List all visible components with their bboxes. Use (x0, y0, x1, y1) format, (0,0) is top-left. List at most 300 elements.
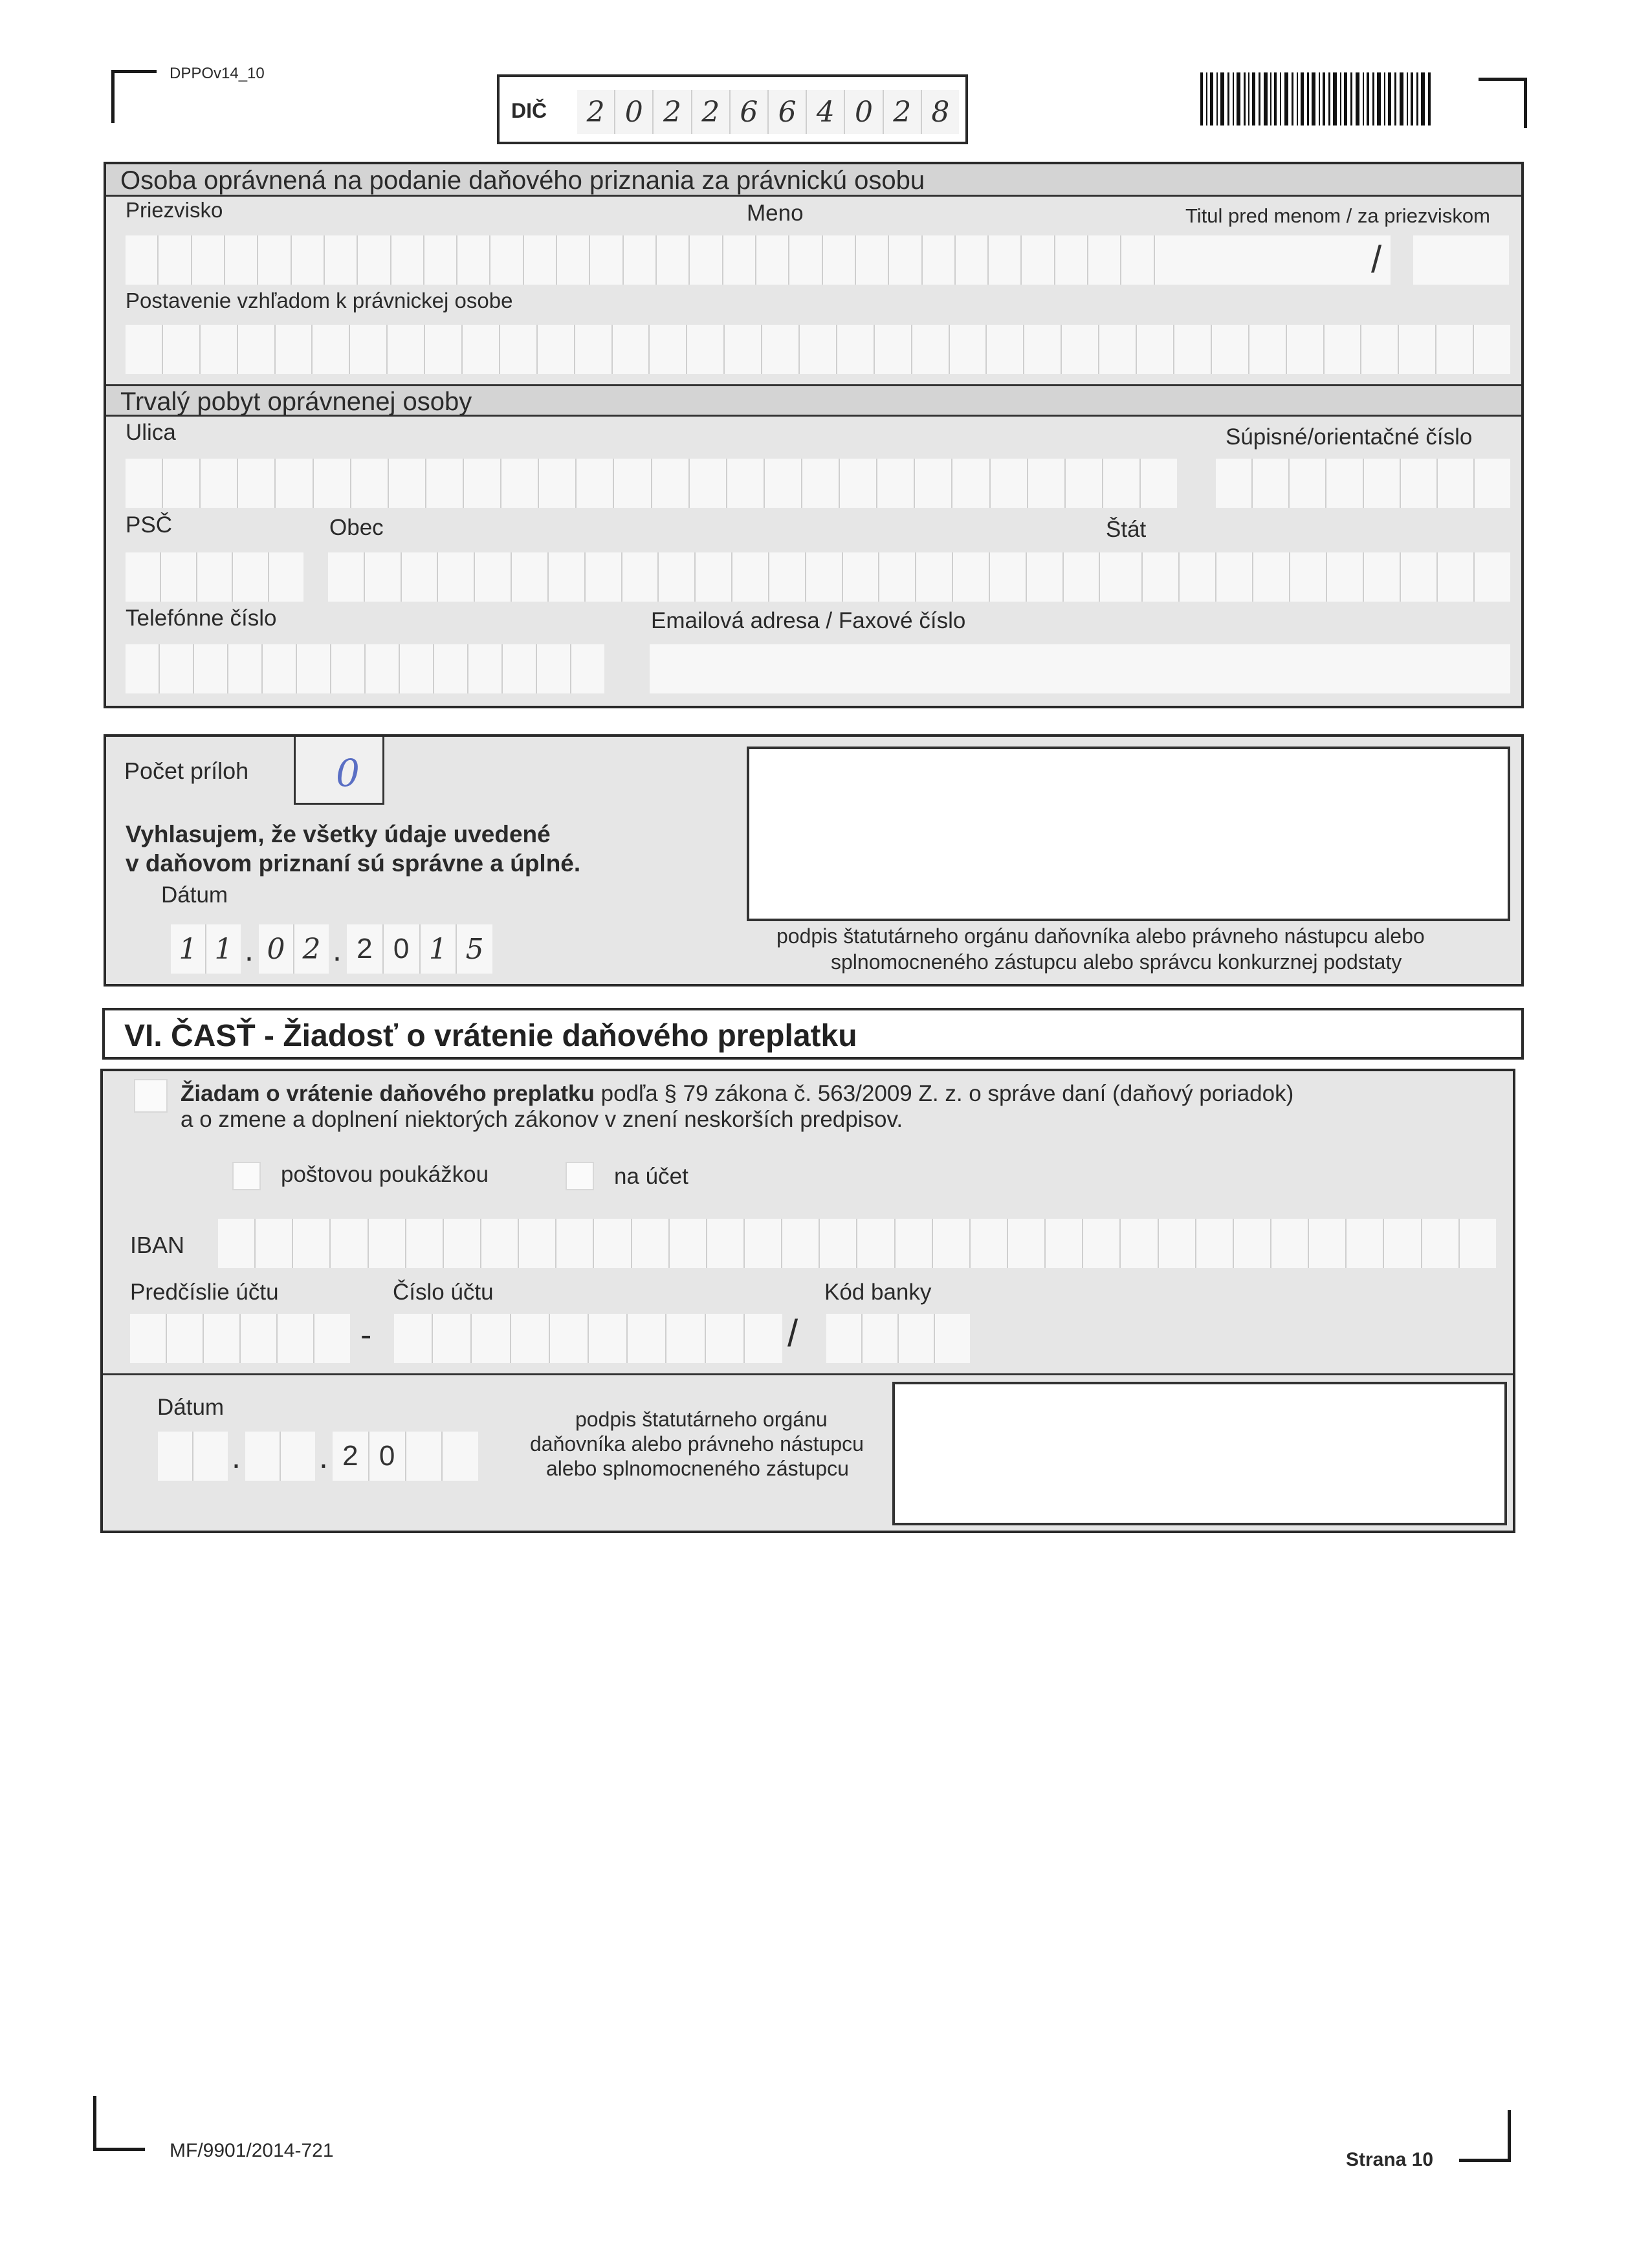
postal-order-label: poštovou poukážkou (281, 1162, 489, 1187)
char-cell (1022, 235, 1055, 285)
position-label: Postavenie vzhľadom k právnickej osobe (126, 289, 513, 312)
psc-field[interactable] (126, 552, 303, 602)
char-cell (1290, 552, 1327, 602)
char-cell (1121, 235, 1154, 285)
refund-date-day[interactable] (158, 1432, 228, 1481)
char-cell (952, 459, 990, 508)
char-cell (228, 644, 263, 693)
char-cell (1174, 325, 1212, 374)
char-cell (837, 325, 875, 374)
house-number-label: Súpisné/orientačné číslo (1226, 424, 1473, 450)
char-cell (194, 644, 228, 693)
char-cell (278, 1314, 314, 1363)
attachments-value: 0 (336, 751, 360, 795)
char-cell (1361, 325, 1399, 374)
char-cell (389, 459, 426, 508)
title-separator: / (1371, 239, 1382, 281)
char-cell (690, 459, 727, 508)
address-section-header (106, 384, 1521, 417)
char-cell (1212, 325, 1249, 374)
corner-mark-top-right-h (1479, 78, 1527, 81)
char-cell (956, 235, 989, 285)
date-digit: 0 (259, 924, 294, 974)
char-cell (556, 1219, 594, 1268)
char-cell (1327, 552, 1364, 602)
surname-label: Priezvisko (126, 198, 223, 222)
char-cell (256, 1219, 293, 1268)
char-cell (328, 552, 365, 602)
person-section-title: Osoba oprávnená na podanie daňového priznania za právnickú osobu (120, 166, 925, 195)
char-cell (706, 1314, 745, 1363)
char-cell (281, 1432, 315, 1481)
char-cell (590, 235, 623, 285)
account-slash: / (787, 1313, 798, 1355)
date-digit: 1 (214, 932, 233, 966)
char-cell (524, 235, 557, 285)
refund-date-year[interactable] (333, 1432, 478, 1481)
char-cell (126, 644, 160, 693)
char-cell (857, 1219, 895, 1268)
date-digit: 5 (465, 932, 484, 966)
iban-label: IBAN (130, 1232, 185, 1258)
refund-signature-line-3: alebo splnomocneného zástupcu (546, 1457, 849, 1480)
dic-digit: 6 (731, 90, 769, 134)
char-cell (1326, 459, 1363, 508)
char-cell (158, 1432, 193, 1481)
char-cell (464, 459, 501, 508)
name-label: Meno (747, 201, 804, 226)
char-cell (161, 552, 197, 602)
char-cell (160, 644, 194, 693)
char-cell (434, 644, 468, 693)
char-cell (167, 1314, 204, 1363)
declaration-date-day[interactable] (171, 924, 241, 974)
page-number: Strana 10 (1346, 2149, 1434, 2170)
char-cell (666, 1314, 705, 1363)
position-field[interactable] (126, 325, 1510, 374)
char-cell (1103, 459, 1141, 508)
char-cell (594, 1219, 632, 1268)
char-cell (659, 552, 696, 602)
char-cell (193, 1432, 228, 1481)
char-cell (806, 552, 843, 602)
char-cell (1249, 325, 1287, 374)
phone-label: Telefónne číslo (126, 605, 277, 631)
char-cell (1064, 552, 1101, 602)
char-cell (391, 235, 424, 285)
char-cell (1180, 552, 1216, 602)
char-cell (331, 644, 366, 693)
char-cell (1121, 1219, 1158, 1268)
street-label: Ulica (126, 420, 176, 445)
char-cell (879, 552, 916, 602)
char-cell (426, 459, 464, 508)
char-cell (1024, 325, 1062, 374)
date-dot: . (319, 1439, 328, 1475)
char-cell (1253, 552, 1290, 602)
refund-signature-box[interactable] (892, 1382, 1507, 1525)
char-cell (314, 459, 351, 508)
char-cell (745, 1314, 782, 1363)
char-cell (351, 459, 389, 508)
state-label: Štát (1106, 517, 1147, 542)
refund-request-line-2: a o zmene a doplnení niektorých zákonov v znení neskorších predpisov. (181, 1107, 903, 1132)
char-cell (538, 325, 575, 374)
char-cell (1460, 1219, 1496, 1268)
char-cell (475, 552, 512, 602)
char-cell (765, 459, 802, 508)
char-cell (762, 325, 800, 374)
char-cell (1438, 552, 1475, 602)
char-cell (500, 325, 538, 374)
char-cell (197, 552, 233, 602)
char-cell (915, 459, 952, 508)
date-digit: 0 (384, 924, 421, 974)
char-cell (896, 1219, 933, 1268)
char-cell (1422, 1219, 1460, 1268)
char-cell (218, 1219, 256, 1268)
refund-divider (103, 1373, 1513, 1375)
char-cell (163, 325, 201, 374)
char-cell (1475, 552, 1510, 602)
person-section-header (106, 164, 1521, 197)
char-cell (258, 235, 291, 285)
declaration-date-month[interactable] (259, 924, 329, 974)
corner-mark-bottom-left-v (93, 2096, 96, 2151)
char-cell (201, 325, 238, 374)
char-cell (297, 644, 331, 693)
char-cell (394, 1314, 433, 1363)
corner-mark-bottom-right-h (1459, 2159, 1511, 2162)
char-cell (1271, 1219, 1309, 1268)
char-cell (539, 459, 577, 508)
date-digit: 1 (171, 924, 206, 974)
corner-mark-top-left-v (111, 70, 115, 123)
refund-request-rest: podľa § 79 zákona č. 563/2009 Z. z. o správe daní (daňový poriadok) (594, 1081, 1294, 1106)
char-cell (1401, 552, 1438, 602)
char-cell (163, 459, 201, 508)
dic-digit: 2 (884, 90, 922, 134)
char-cell (1196, 1219, 1234, 1268)
char-cell (130, 1314, 167, 1363)
char-cell (276, 459, 313, 508)
char-cell (358, 235, 391, 285)
form-code: DPPOv14_10 (170, 65, 265, 82)
char-cell (511, 1314, 550, 1363)
char-cell (589, 1314, 628, 1363)
barcode (1200, 72, 1433, 125)
char-cell (1159, 1219, 1196, 1268)
surname-name-field[interactable] (126, 235, 1187, 285)
dic-field[interactable] (577, 90, 959, 134)
date-digit: 2 (302, 932, 321, 966)
dic-digit: 4 (807, 90, 845, 134)
char-cell (1384, 1219, 1422, 1268)
char-cell (1088, 235, 1121, 285)
declaration-line-1: Vyhlasujem, že všetky údaje uvedené (126, 821, 551, 847)
char-cell (325, 235, 358, 285)
char-cell (1099, 325, 1137, 374)
char-cell (723, 235, 756, 285)
declaration-date-year[interactable] (347, 924, 492, 974)
attachments-box[interactable] (294, 737, 384, 805)
address-section-title: Trvalý pobyt oprávnenej osoby (120, 387, 472, 416)
char-cell (468, 644, 503, 693)
refund-title-bar (102, 1008, 1524, 1060)
bank-account-label: na účet (614, 1164, 688, 1189)
char-cell (537, 644, 571, 693)
char-cell (863, 1314, 899, 1363)
char-cell (1137, 325, 1174, 374)
char-cell (424, 235, 457, 285)
char-cell (1475, 459, 1510, 508)
char-cell (1106, 552, 1143, 602)
char-cell (690, 235, 723, 285)
char-cell (577, 459, 614, 508)
char-cell (293, 1219, 331, 1268)
char-cell (406, 1219, 444, 1268)
char-cell (1216, 552, 1253, 602)
char-cell (820, 1219, 857, 1268)
date-dot: . (333, 932, 342, 968)
char-cell (1401, 459, 1438, 508)
dic-digit: 0 (845, 90, 883, 134)
date-dot: . (245, 932, 254, 968)
dic-box (497, 74, 968, 144)
char-cell (571, 644, 604, 693)
char-cell (1436, 325, 1474, 374)
char-cell (840, 459, 877, 508)
char-cell (1027, 552, 1064, 602)
account-number-label: Číslo účtu (393, 1280, 494, 1305)
char-cell (953, 552, 990, 602)
street-field[interactable] (126, 459, 1177, 508)
char-cell (826, 1314, 863, 1363)
char-cell (1290, 459, 1326, 508)
char-cell (732, 552, 769, 602)
char-cell (586, 552, 622, 602)
title-label: Titul pred menom / za priezviskom (1185, 204, 1490, 227)
refund-request-bold: Žiadam o vrátenie daňového preplatku (181, 1081, 595, 1106)
char-cell (263, 644, 297, 693)
date-digit: 1 (421, 924, 457, 974)
char-cell (889, 235, 922, 285)
char-cell (126, 235, 159, 285)
char-cell (800, 325, 837, 374)
char-cell (490, 235, 523, 285)
person-panel (104, 162, 1524, 708)
char-cell (1364, 459, 1401, 508)
char-cell (1325, 325, 1362, 374)
declaration-panel (104, 734, 1524, 987)
corner-mark-top-left-h (111, 70, 157, 73)
char-cell (843, 552, 880, 602)
email-field[interactable] (650, 644, 1510, 693)
char-cell (875, 325, 912, 374)
refund-panel (100, 1069, 1515, 1533)
char-cell (314, 1314, 350, 1363)
form-number: MF/9901/2014-721 (170, 2140, 334, 2161)
account-dash: - (360, 1316, 372, 1354)
char-cell (519, 1219, 556, 1268)
char-cell (159, 235, 192, 285)
char-cell (292, 235, 325, 285)
char-cell (933, 1219, 971, 1268)
title-before-field[interactable] (1183, 235, 1391, 285)
char-cell (614, 459, 652, 508)
char-cell (622, 552, 659, 602)
char-cell (238, 325, 276, 374)
refund-request-checkbox[interactable] (134, 1079, 168, 1113)
bank-code-label: Kód banky (824, 1280, 932, 1305)
char-cell (233, 552, 269, 602)
char-cell (707, 1219, 745, 1268)
char-cell (575, 325, 613, 374)
char-cell (756, 235, 789, 285)
account-number-field[interactable] (394, 1314, 782, 1363)
char-cell (923, 235, 956, 285)
refund-date-label: Dátum (157, 1395, 225, 1420)
char-cell (1474, 325, 1510, 374)
char-cell (1028, 459, 1066, 508)
char-cell (366, 644, 400, 693)
char-cell (238, 459, 276, 508)
postal-order-checkbox[interactable] (232, 1162, 261, 1190)
char-cell (823, 235, 856, 285)
char-cell (789, 235, 822, 285)
char-cell (481, 1219, 519, 1268)
date-dot: . (232, 1439, 241, 1475)
char-cell (126, 325, 163, 374)
char-cell (201, 459, 238, 508)
char-cell (444, 1219, 481, 1268)
char-cell (916, 552, 953, 602)
char-cell (549, 552, 586, 602)
signature-caption-line-1: podpis štatutárneho orgánu daňovníka alebo právneho nástupcu alebo (776, 924, 1425, 948)
dic-digit: 8 (931, 95, 950, 129)
bank-code-field[interactable] (826, 1314, 970, 1363)
char-cell (1347, 1219, 1384, 1268)
char-cell (613, 325, 650, 374)
char-cell (1155, 235, 1187, 285)
refund-request-line-1 (181, 1081, 1293, 1107)
declaration-line-2: v daňovom priznaní sú správne a úplné. (126, 850, 581, 877)
char-cell (406, 1432, 443, 1481)
char-cell (225, 235, 258, 285)
refund-date-month[interactable] (245, 1432, 315, 1481)
char-cell (1008, 1219, 1046, 1268)
char-cell (369, 1219, 406, 1268)
char-cell (1399, 325, 1436, 374)
char-cell (126, 552, 161, 602)
corner-mark-bottom-left-h (93, 2148, 145, 2151)
date-digit: 0 (369, 1432, 406, 1481)
char-cell (991, 459, 1028, 508)
char-cell (241, 1314, 278, 1363)
dic-label: DIČ (511, 99, 547, 122)
city-label: Obec (329, 515, 384, 540)
refund-signature-line-2: daňovníka alebo právneho nástupcu (530, 1432, 864, 1456)
char-cell (1083, 1219, 1121, 1268)
house-number-field[interactable] (1216, 459, 1510, 508)
state-field[interactable] (1106, 552, 1510, 602)
iban-field[interactable] (218, 1219, 1496, 1268)
char-cell (512, 552, 549, 602)
char-cell (425, 325, 463, 374)
char-cell (1141, 459, 1177, 508)
char-cell (935, 1314, 970, 1363)
bank-account-checkbox[interactable] (566, 1162, 594, 1190)
char-cell (192, 235, 225, 285)
char-cell (1066, 459, 1103, 508)
char-cell (472, 1314, 511, 1363)
corner-mark-bottom-right-v (1508, 2110, 1511, 2162)
dic-digit: 6 (769, 90, 807, 134)
signature-caption-line-2: splnomocneného zástupcu alebo správcu konkurznej podstaty (831, 950, 1402, 974)
prefix-label: Predčíslie účtu (130, 1280, 279, 1305)
title-after-field[interactable] (1413, 235, 1509, 285)
account-prefix-field[interactable] (130, 1314, 350, 1363)
phone-field[interactable] (126, 644, 604, 693)
char-cell (877, 459, 915, 508)
dic-digit: 2 (692, 90, 731, 134)
char-cell (687, 325, 725, 374)
char-cell (550, 1314, 589, 1363)
char-cell (350, 325, 388, 374)
char-cell (856, 235, 889, 285)
char-cell (331, 1219, 368, 1268)
char-cell (501, 459, 539, 508)
char-cell (1309, 1219, 1347, 1268)
city-field[interactable] (328, 552, 1172, 602)
char-cell (912, 325, 950, 374)
char-cell (276, 325, 313, 374)
char-cell (769, 552, 806, 602)
date-digit: 2 (333, 1432, 369, 1481)
char-cell (628, 1314, 666, 1363)
char-cell (670, 1219, 707, 1268)
declaration-date-label: Dátum (161, 882, 228, 908)
dic-digit: 2 (577, 90, 615, 134)
char-cell (657, 235, 690, 285)
char-cell (503, 644, 537, 693)
char-cell (1143, 552, 1180, 602)
char-cell (204, 1314, 241, 1363)
corner-mark-top-right-v (1524, 78, 1527, 128)
char-cell (557, 235, 590, 285)
declaration-signature-box[interactable] (747, 747, 1510, 921)
char-cell (650, 325, 687, 374)
char-cell (899, 1314, 935, 1363)
char-cell (727, 459, 765, 508)
char-cell (245, 1432, 281, 1481)
char-cell (971, 1219, 1008, 1268)
date-digit: 2 (347, 924, 384, 974)
char-cell (433, 1314, 472, 1363)
char-cell (987, 325, 1024, 374)
psc-label: PSČ (126, 512, 172, 538)
char-cell (1055, 235, 1088, 285)
char-cell (1234, 1219, 1271, 1268)
char-cell (624, 235, 657, 285)
char-cell (402, 552, 439, 602)
char-cell (782, 1219, 820, 1268)
refund-section-title: VI. ČASŤ - Žiadosť o vrátenie daňového preplatku (124, 1019, 857, 1053)
refund-signature-line-1: podpis štatutárneho orgánu (575, 1408, 828, 1431)
char-cell (1287, 325, 1325, 374)
char-cell (365, 552, 402, 602)
char-cell (1438, 459, 1475, 508)
